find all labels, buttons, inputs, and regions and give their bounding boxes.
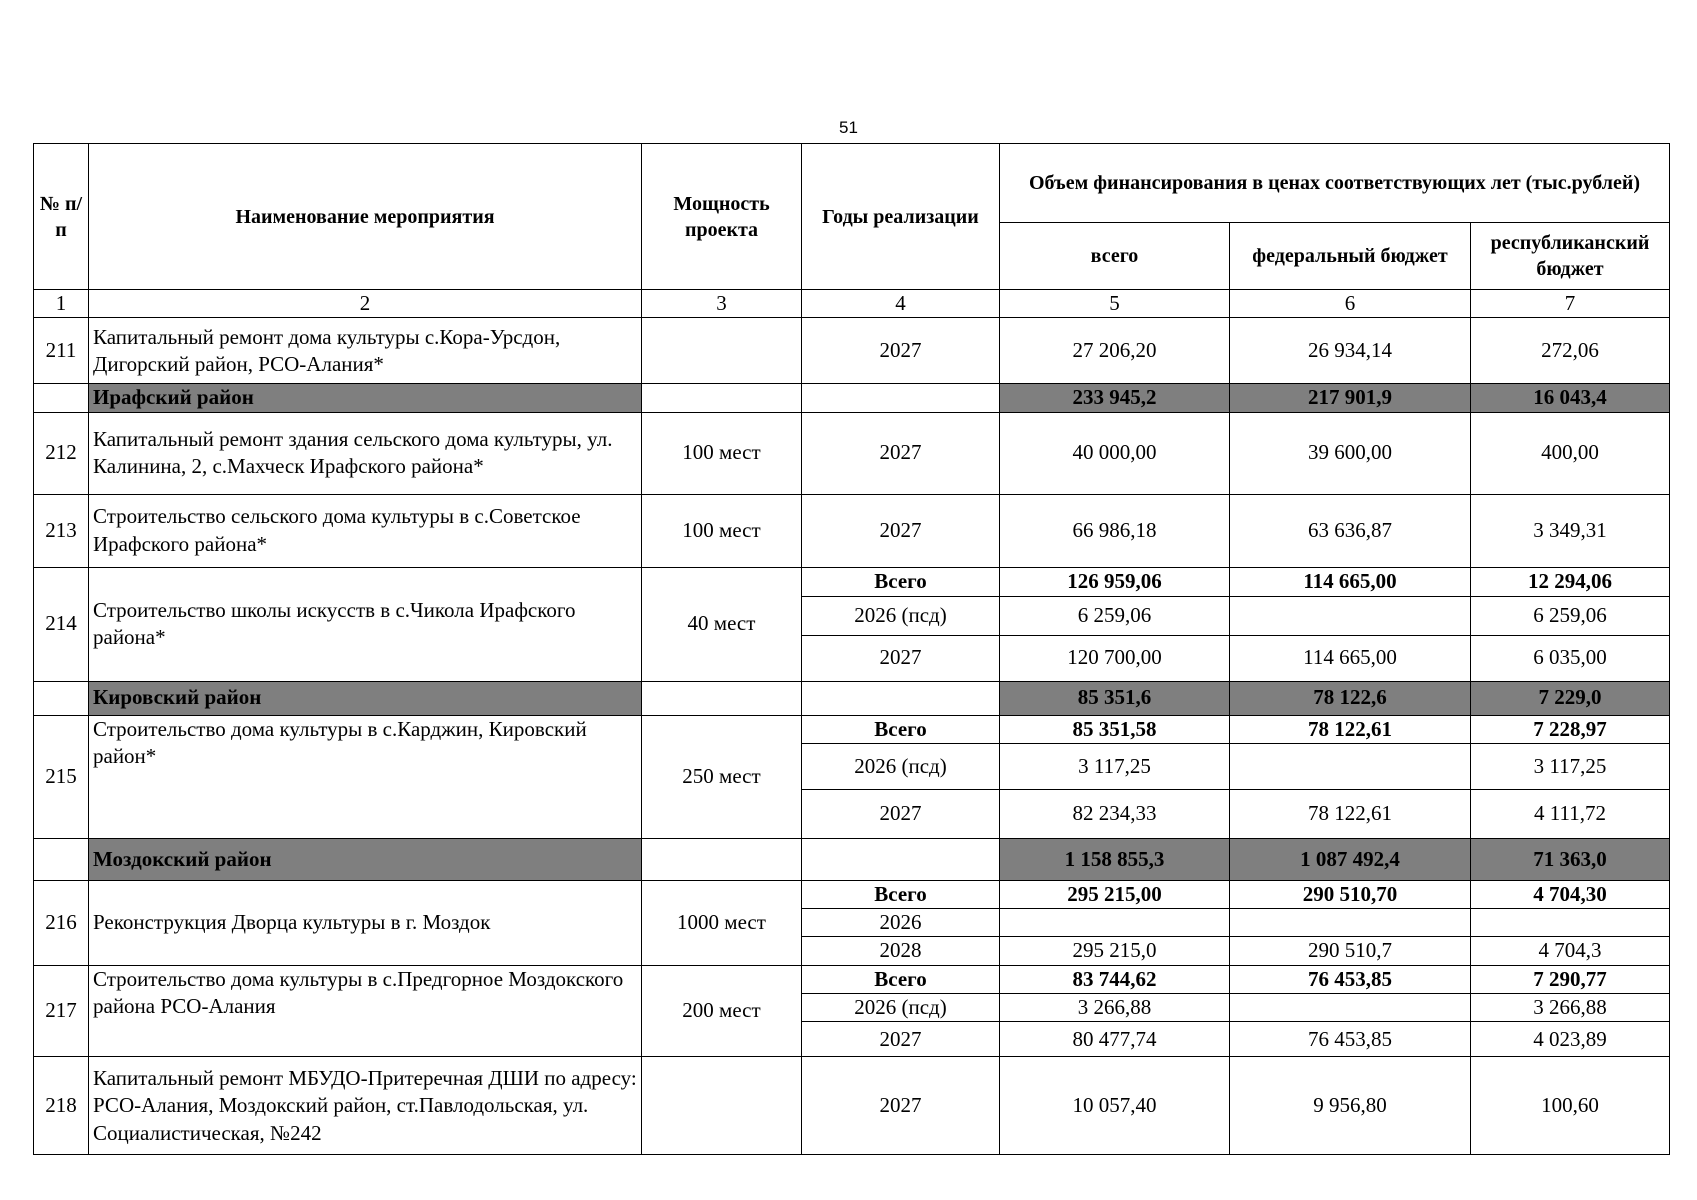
column-index-row [34, 290, 1670, 318]
row-capacity [642, 1057, 802, 1155]
row-number: 217 [34, 965, 89, 1057]
row-federal: 63 636,87 [1230, 494, 1471, 567]
row-republic: 3 266,88 [1471, 994, 1670, 1022]
header-years: Годы реализации [802, 144, 1000, 290]
district-total: 233 945,2 [1000, 384, 1230, 412]
row-total [1000, 909, 1230, 937]
row-year: 2027 [802, 412, 1000, 494]
district-name: Кировский район [89, 681, 642, 715]
row-year: 2027 [802, 494, 1000, 567]
page-number: 51 [839, 118, 858, 137]
row-republic: 6 259,06 [1471, 596, 1670, 635]
row-federal: 290 510,7 [1230, 937, 1471, 965]
district-federal: 1 087 492,4 [1230, 838, 1471, 880]
row-year: Всего [802, 965, 1000, 993]
district-republic: 71 363,0 [1471, 838, 1670, 880]
row-name: Капитальный ремонт МБУДО-Притеречная ДШИ по адресу: РСО-Алания, Моздокский район, ст.Павлодольская, ул. Социалистическая, №242 [89, 1057, 642, 1155]
row-republic: 4 023,89 [1471, 1022, 1670, 1057]
row-republic [1471, 909, 1670, 937]
district-capacity [642, 681, 802, 715]
district-num [34, 681, 89, 715]
row-total: 126 959,06 [1000, 567, 1230, 596]
row-republic: 400,00 [1471, 412, 1670, 494]
row-year: 2026 (псд) [802, 994, 1000, 1022]
table-row [34, 965, 1670, 993]
row-year: 2027 [802, 1057, 1000, 1155]
district-capacity [642, 838, 802, 880]
header-total: всего [1000, 223, 1230, 290]
row-total: 80 477,74 [1000, 1022, 1230, 1057]
row-name: Строительство дома культуры в с.Карджин, Кировский район* [89, 715, 642, 838]
row-number: 216 [34, 880, 89, 965]
row-federal [1230, 743, 1471, 789]
row-capacity: 100 мест [642, 494, 802, 567]
col-index: 1 [34, 290, 89, 318]
row-name: Строительство дома культуры в с.Предгорное Моздокского района РСО-Алания [89, 965, 642, 1057]
row-capacity: 250 мест [642, 715, 802, 838]
row-total: 83 744,62 [1000, 965, 1230, 993]
district-row [34, 681, 1670, 715]
row-republic: 6 035,00 [1471, 635, 1670, 681]
row-total: 40 000,00 [1000, 412, 1230, 494]
row-year: Всего [802, 715, 1000, 743]
row-year: 2028 [802, 937, 1000, 965]
district-total: 85 351,6 [1000, 681, 1230, 715]
row-name: Капитальный ремонт дома культуры с.Кора-Урсдон, Дигорский район, РСО-Алания* [89, 318, 642, 384]
row-year: 2027 [802, 318, 1000, 384]
row-republic: 7 228,97 [1471, 715, 1670, 743]
district-num [34, 384, 89, 412]
row-total: 120 700,00 [1000, 635, 1230, 681]
district-year [802, 681, 1000, 715]
district-year [802, 384, 1000, 412]
district-federal: 78 122,6 [1230, 681, 1471, 715]
financing-table [33, 143, 1670, 1155]
row-federal: 39 600,00 [1230, 412, 1471, 494]
col-index: 2 [89, 290, 642, 318]
row-republic: 100,60 [1471, 1057, 1670, 1155]
row-republic: 4 704,3 [1471, 937, 1670, 965]
row-republic: 3 117,25 [1471, 743, 1670, 789]
row-total: 85 351,58 [1000, 715, 1230, 743]
row-federal [1230, 909, 1471, 937]
col-index: 5 [1000, 290, 1230, 318]
row-total: 295 215,00 [1000, 880, 1230, 908]
district-federal: 217 901,9 [1230, 384, 1471, 412]
table-row [34, 1057, 1670, 1155]
row-name: Капитальный ремонт здания сельского дома культуры, ул. Калинина, 2, с.Махческ Ирафского района* [89, 412, 642, 494]
table-row [34, 715, 1670, 743]
row-federal: 114 665,00 [1230, 635, 1471, 681]
table-row [34, 494, 1670, 567]
district-republic: 16 043,4 [1471, 384, 1670, 412]
header-funding: Объем финансирования в ценах соответствующих лет (тыс.рублей) [1000, 144, 1670, 223]
row-federal: 9 956,80 [1230, 1057, 1471, 1155]
row-name: Реконструкция Дворца культуры в г. Моздок [89, 880, 642, 965]
row-republic: 7 290,77 [1471, 965, 1670, 993]
col-index: 3 [642, 290, 802, 318]
row-year: 2027 [802, 635, 1000, 681]
row-republic: 4 111,72 [1471, 789, 1670, 838]
district-total: 1 158 855,3 [1000, 838, 1230, 880]
district-name: Моздокский район [89, 838, 642, 880]
row-total: 10 057,40 [1000, 1057, 1230, 1155]
row-capacity: 200 мест [642, 965, 802, 1057]
table-row [34, 567, 1670, 596]
row-name: Строительство сельского дома культуры в с.Советское Ирафского района* [89, 494, 642, 567]
row-total: 82 234,33 [1000, 789, 1230, 838]
row-capacity: 40 мест [642, 567, 802, 681]
row-total: 3 117,25 [1000, 743, 1230, 789]
district-row [34, 838, 1670, 880]
district-year [802, 838, 1000, 880]
row-federal [1230, 994, 1471, 1022]
row-federal: 114 665,00 [1230, 567, 1471, 596]
row-republic: 3 349,31 [1471, 494, 1670, 567]
row-number: 211 [34, 318, 89, 384]
row-year: 2026 (псд) [802, 743, 1000, 789]
col-index: 7 [1471, 290, 1670, 318]
row-republic: 4 704,30 [1471, 880, 1670, 908]
col-index: 4 [802, 290, 1000, 318]
row-federal: 78 122,61 [1230, 715, 1471, 743]
row-total: 295 215,0 [1000, 937, 1230, 965]
header-republic: республиканский бюджет [1471, 223, 1670, 290]
row-number: 215 [34, 715, 89, 838]
row-year: Всего [802, 880, 1000, 908]
row-number: 212 [34, 412, 89, 494]
row-year: 2027 [802, 789, 1000, 838]
header-num: № п/п [34, 144, 89, 290]
row-year: 2027 [802, 1022, 1000, 1057]
row-federal: 26 934,14 [1230, 318, 1471, 384]
header-federal: федеральный бюджет [1230, 223, 1471, 290]
district-num [34, 838, 89, 880]
row-republic: 272,06 [1471, 318, 1670, 384]
row-total: 27 206,20 [1000, 318, 1230, 384]
table-row [34, 412, 1670, 494]
col-index: 6 [1230, 290, 1471, 318]
table-row [34, 880, 1670, 908]
row-number: 214 [34, 567, 89, 681]
row-federal [1230, 596, 1471, 635]
row-name: Строительство школы искусств в с.Чикола Ирафского района* [89, 567, 642, 681]
district-republic: 7 229,0 [1471, 681, 1670, 715]
row-federal: 78 122,61 [1230, 789, 1471, 838]
row-federal: 76 453,85 [1230, 965, 1471, 993]
row-year: 2026 (псд) [802, 596, 1000, 635]
row-capacity: 100 мест [642, 412, 802, 494]
row-federal: 76 453,85 [1230, 1022, 1471, 1057]
header-row-1 [34, 144, 1670, 223]
row-number: 218 [34, 1057, 89, 1155]
header-name: Наименование мероприятия [89, 144, 642, 290]
row-total: 66 986,18 [1000, 494, 1230, 567]
district-name: Ирафский район [89, 384, 642, 412]
row-total: 6 259,06 [1000, 596, 1230, 635]
row-year: 2026 [802, 909, 1000, 937]
row-capacity: 1000 мест [642, 880, 802, 965]
row-year: Всего [802, 567, 1000, 596]
district-capacity [642, 384, 802, 412]
row-capacity [642, 318, 802, 384]
row-number: 213 [34, 494, 89, 567]
district-row [34, 384, 1670, 412]
row-federal: 290 510,70 [1230, 880, 1471, 908]
row-republic: 12 294,06 [1471, 567, 1670, 596]
table-row [34, 318, 1670, 384]
row-total: 3 266,88 [1000, 994, 1230, 1022]
header-capacity: Мощность проекта [642, 144, 802, 290]
